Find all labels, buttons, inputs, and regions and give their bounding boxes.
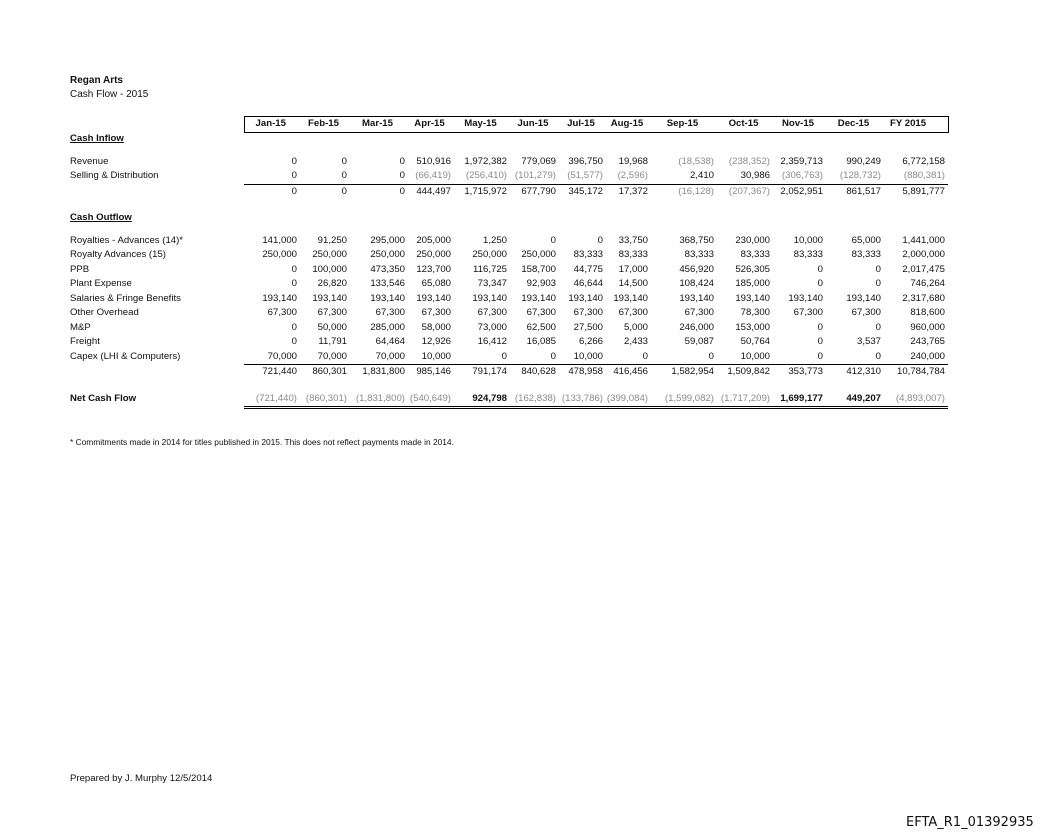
value-cell: 0 [875,321,881,333]
value-cell: 10,000 [559,350,606,365]
value-cell: 2,410 [651,169,717,184]
value-cell: 193,140 [262,292,297,304]
total-cell: 412,310 [846,366,881,377]
month-header: Jan-15 [244,117,300,133]
value-cell: 141,000 [262,234,297,246]
spacer-row [68,226,948,234]
value-cell: 2,017,475 [902,263,945,275]
total-cell: 1,831,800 [362,366,405,377]
value-cell: 0 [291,155,297,167]
value-cell: 158,700 [521,263,556,275]
value-cell: 250,000 [472,249,507,260]
value-cell: 230,000 [735,234,770,246]
value-cell: 1,441,000 [902,234,945,246]
value-cell: 0 [244,169,300,184]
value-cell: (4,893,007) [884,392,948,408]
footnote: * Commitments made in 2014 for titles published in 2015. This does not reflect payments made in 2014. [70,437,454,447]
value-cell: 65,000 [851,234,881,246]
value-cell: 246,000 [679,321,714,333]
value-cell: 285,000 [370,321,405,333]
section-heading-row [68,132,948,147]
outflow-row [68,277,948,292]
value-cell: 17,000 [618,263,648,275]
row-label [68,365,244,380]
row-label: Freight [70,336,100,347]
total-cell: 2,052,951 [780,185,823,197]
value-cell: 0 [606,350,651,365]
total-cell: 444,497 [416,185,451,197]
value-cell: (1,599,082) [651,392,717,408]
net-cash-flow-row [68,392,948,408]
month-header: Jun-15 [510,117,559,133]
value-cell: 990,249 [846,155,881,167]
value-cell: 960,000 [910,321,945,333]
value-cell: 0 [817,263,823,275]
value-cell: 473,350 [370,263,405,275]
value-cell: (128,732) [826,169,884,184]
value-cell: 26,820 [317,278,347,289]
value-cell: 70,000 [350,350,408,365]
total-cell: 1,582,954 [671,366,714,377]
value-cell: 1,250 [482,234,507,246]
value-cell: 46,644 [573,278,603,289]
value-cell: 12,926 [421,336,451,347]
cash-flow-table [68,116,949,409]
value-cell: 0 [875,278,881,289]
value-cell: 67,300 [267,307,297,318]
total-cell: 416,456 [613,366,648,377]
total-cell: 17,372 [618,185,648,197]
value-cell: 295,000 [370,234,405,246]
value-cell: 91,250 [317,234,347,246]
value-cell: 67,300 [526,307,556,318]
row-label: Salaries & Fringe Benefits [70,292,181,304]
value-cell: 83,333 [573,249,603,260]
prepared-by: Prepared by J. Murphy 12/5/2014 [70,773,213,784]
value-cell: 50,000 [317,321,347,333]
outflow-row [68,292,948,307]
value-cell: 449,207 [826,392,884,408]
value-cell: (101,279) [510,169,559,184]
month-header: Sep-15 [651,117,717,133]
value-cell: 1,972,382 [464,155,507,167]
value-cell: 6,772,158 [902,155,945,167]
value-cell: 73,347 [477,278,507,289]
value-cell: 396,750 [568,155,603,167]
value-cell: 250,000 [370,249,405,260]
value-cell: 2,359,713 [780,155,823,167]
value-cell: (1,717,209) [717,392,773,408]
total-cell: 721,440 [262,366,297,377]
value-cell: (162,838) [510,392,559,408]
inflow-total-row [68,184,948,199]
value-cell: 65,080 [421,278,451,289]
spacer-cell [68,199,948,211]
value-cell: 19,968 [618,155,648,167]
total-cell: 840,628 [521,366,556,377]
value-cell: 193,140 [788,292,823,304]
inflow-row [68,169,948,184]
month-header: Aug-15 [606,117,651,133]
value-cell: 0 [291,321,297,333]
total-cell: 10,784,784 [896,366,945,377]
spacer-cell [68,380,948,392]
value-cell: 67,300 [618,307,648,318]
outflow-row [68,321,948,336]
value-cell: 70,000 [244,350,300,365]
value-cell: 10,000 [793,234,823,246]
month-header: Mar-15 [350,117,408,133]
value-cell: (540,649) [408,392,454,408]
value-cell: 64,464 [375,336,405,347]
total-cell: 0 [399,185,405,197]
value-cell: 2,317,680 [902,292,945,304]
outflow-row [68,263,948,278]
outflow-row [68,335,948,350]
value-cell: 0 [651,350,717,365]
value-cell: 78,300 [740,307,770,318]
value-cell: (66,419) [408,169,454,184]
value-cell: 58,000 [421,321,451,333]
month-header: Nov-15 [773,117,826,133]
outflow-row [68,248,948,263]
value-cell: (256,410) [454,169,510,184]
value-cell: 0 [817,336,823,347]
value-cell: 0 [291,263,297,275]
value-cell: 2,000,000 [902,249,945,260]
total-cell: (16,128) [678,185,714,197]
row-label: Selling & Distribution [70,170,159,182]
header-spacer [68,117,244,133]
row-label: Plant Expense [70,278,132,289]
total-cell: 1,715,972 [464,185,507,197]
value-cell: 250,000 [521,249,556,260]
value-cell: 83,333 [793,249,823,260]
section-heading-cash-outflow: Cash Outflow [70,212,132,223]
row-label: M&P [70,321,91,333]
value-cell: 67,300 [851,307,881,318]
outflow-row [68,306,948,321]
value-cell: (2,596) [606,169,651,184]
value-cell: 0 [350,169,408,184]
total-cell: 345,172 [568,185,603,197]
value-cell: 0 [817,321,823,333]
spacer-cell [68,147,948,155]
document-id: EFTA_R1_01392935 [906,815,1034,830]
value-cell: 526,305 [735,263,770,275]
total-cell: 860,301 [312,366,347,377]
value-cell: 0 [399,155,405,167]
value-cell: 44,775 [573,263,603,275]
value-cell: 73,000 [477,321,507,333]
month-header: Dec-15 [826,117,884,133]
value-cell: 27,500 [573,321,603,333]
month-header: Jul-15 [559,117,606,133]
outflow-total-row [68,365,948,380]
inflow-row [68,155,948,170]
total-cell: 0 [341,185,347,197]
row-label: Net Cash Flow [70,393,137,405]
value-cell: 1,699,177 [773,392,826,408]
value-cell: 193,140 [613,292,648,304]
value-cell: 67,300 [375,307,405,318]
value-cell: 0 [817,278,823,289]
value-cell: 193,140 [521,292,556,304]
value-cell: 240,000 [884,350,948,365]
value-cell: 67,300 [317,307,347,318]
row-label: Other Overhead [70,307,139,318]
total-cell: 478,958 [568,366,603,377]
value-cell: 193,140 [735,292,770,304]
value-cell: 16,412 [477,336,507,347]
value-cell: 16,085 [526,336,556,347]
outflow-row [68,350,948,365]
value-cell: 67,300 [684,307,714,318]
value-cell: 250,000 [416,249,451,260]
value-cell: (18,538) [678,155,714,167]
value-cell: (133,786) [559,392,606,408]
value-cell: 0 [454,350,510,365]
value-cell: (306,763) [773,169,826,184]
value-cell: 368,750 [679,234,714,246]
row-label: Revenue [70,155,109,167]
total-cell: 1,509,842 [727,366,770,377]
outflow-row [68,234,948,249]
month-header-row [68,117,948,133]
value-cell: (51,577) [559,169,606,184]
total-cell: 861,517 [846,185,881,197]
value-cell: 0 [300,169,350,184]
value-cell: 59,087 [684,336,714,347]
value-cell: (880,381) [884,169,948,184]
company-name: Regan Arts [70,75,123,86]
value-cell: 2,433 [623,336,648,347]
value-cell: 108,424 [679,278,714,289]
month-header: May-15 [454,117,510,133]
spacer-cell [68,226,948,234]
value-cell: 205,000 [416,234,451,246]
month-header: Oct-15 [717,117,773,133]
row-label: Royalties - Advances (14)* [70,234,184,246]
value-cell: 0 [826,350,884,365]
total-cell: 985,146 [416,366,451,377]
total-cell: 5,891,777 [902,185,945,197]
value-cell: 185,000 [735,278,770,289]
row-label [68,184,244,199]
value-cell: 0 [510,350,559,365]
value-cell: 123,700 [416,263,451,275]
section-heading-row [68,211,948,226]
value-cell: (238,352) [728,155,770,167]
value-cell: 67,300 [793,307,823,318]
value-cell: 153,000 [735,321,770,333]
value-cell: 924,798 [454,392,510,408]
value-cell: 67,300 [477,307,507,318]
value-cell: 116,725 [473,263,507,275]
value-cell: 510,916 [416,155,451,167]
value-cell: 193,140 [472,292,507,304]
month-header: Feb-15 [300,117,350,133]
value-cell: 193,140 [679,292,714,304]
value-cell: 243,765 [910,336,945,347]
value-cell: (1,831,800) [350,392,408,408]
value-cell: 6,266 [578,336,603,347]
value-cell: (721,440) [244,392,300,408]
value-cell: 30,986 [717,169,773,184]
value-cell: 193,140 [416,292,451,304]
row-label: PPB [70,263,90,275]
value-cell: 83,333 [851,249,881,260]
value-cell: 10,000 [717,350,773,365]
total-cell: (207,367) [728,185,770,197]
value-cell: 83,333 [684,249,714,260]
total-cell: 791,174 [472,366,507,377]
spacer-row [68,199,948,211]
value-cell: 193,140 [846,292,881,304]
value-cell: 62,500 [526,321,556,333]
spacer-row [68,380,948,392]
value-cell: 5,000 [623,321,648,333]
value-cell: 83,333 [618,249,648,260]
value-cell: 193,140 [312,292,347,304]
value-cell: 100,000 [312,263,347,275]
row-label: Capex (LHI & Computers) [70,350,181,362]
total-cell: 0 [291,185,297,197]
value-cell: 133,546 [370,278,405,289]
value-cell: 250,000 [312,249,347,260]
total-cell: 353,773 [788,366,823,377]
row-label: Royalty Advances (15) [70,249,166,260]
month-header: FY 2015 [884,117,948,133]
value-cell: 746,264 [910,278,945,289]
value-cell: (860,301) [300,392,350,408]
value-cell: 193,140 [568,292,603,304]
value-cell: 0 [291,336,297,347]
value-cell: 0 [875,263,881,275]
value-cell: 83,333 [740,249,770,260]
value-cell: 250,000 [262,249,297,260]
value-cell: 50,764 [740,336,770,347]
value-cell: 818,600 [910,307,945,318]
value-cell: 92,903 [526,278,556,289]
spacer-row [68,147,948,155]
value-cell: 70,000 [300,350,350,365]
value-cell: 779,069 [521,155,556,167]
value-cell: 11,791 [318,336,347,347]
value-cell: 0 [773,350,826,365]
month-header: Apr-15 [408,117,454,133]
report-subtitle: Cash Flow - 2015 [70,89,149,100]
value-cell: 0 [291,278,297,289]
value-cell: 3,537 [856,336,881,347]
value-cell: (399,084) [606,392,651,408]
value-cell: 14,500 [618,278,648,289]
value-cell: 0 [597,234,603,246]
value-cell: 0 [550,234,556,246]
value-cell: 67,300 [421,307,451,318]
value-cell: 456,920 [679,263,714,275]
value-cell: 193,140 [370,292,405,304]
value-cell: 10,000 [408,350,454,365]
value-cell: 33,750 [618,234,648,246]
value-cell: 67,300 [573,307,603,318]
section-heading-cash-inflow: Cash Inflow [70,133,124,144]
value-cell: 0 [341,155,347,167]
total-cell: 677,790 [521,185,556,197]
